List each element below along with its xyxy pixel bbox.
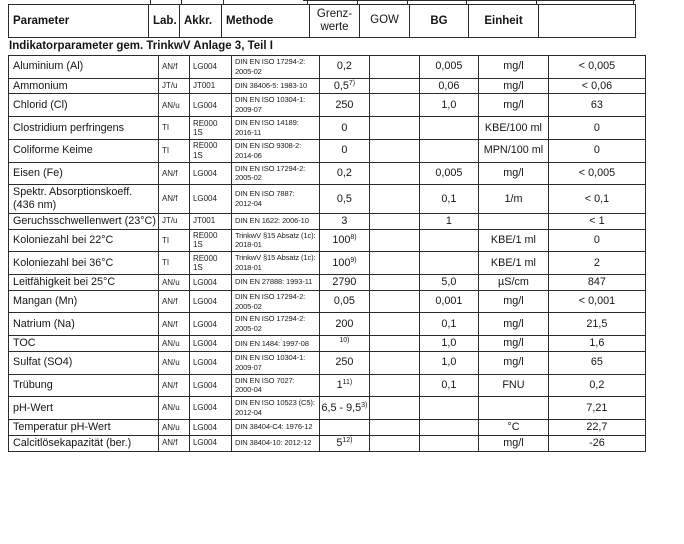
cell-bg: 0,1 xyxy=(419,313,478,336)
parameter-table-header xyxy=(8,4,636,38)
cell-bg: 1,0 xyxy=(419,94,478,117)
cell-methode: TrinkwV §15 Absatz (1c): 2018-01 xyxy=(231,252,319,275)
cell-einheit: 1/m xyxy=(478,185,548,213)
cell-grenzwerte: 0 xyxy=(319,139,369,162)
cell-methode: DIN EN 1622: 2006-10 xyxy=(231,213,319,229)
cell-gow xyxy=(369,185,419,213)
cell-akkr: JT001 xyxy=(189,213,231,229)
table-row xyxy=(9,336,646,352)
cell-grenzwerte: 0,05 xyxy=(319,290,369,313)
cell-wert: < 0,001 xyxy=(548,290,645,313)
cell-einheit xyxy=(478,213,548,229)
footnote-marker: 9) xyxy=(350,256,357,264)
cell-lab: AN/f xyxy=(158,290,189,313)
cell-gow xyxy=(369,56,419,79)
cell-einheit: KBE/1 ml xyxy=(478,252,548,275)
cell-akkr: LG004 xyxy=(189,374,231,397)
table-row xyxy=(9,374,646,397)
cell-parameter: Koloniezahl bei 22°C xyxy=(9,229,159,252)
cell-einheit: mg/l xyxy=(478,290,548,313)
cell-bg: 1,0 xyxy=(419,351,478,374)
cell-methode: DIN EN ISO 17294-2: 2005-02 xyxy=(231,162,319,185)
cell-bg: 1 xyxy=(419,213,478,229)
cell-wert: 0 xyxy=(548,229,645,252)
cell-lab: AN/f xyxy=(158,435,189,451)
cell-parameter: Koloniezahl bei 36°C xyxy=(9,252,159,275)
cell-einheit: mg/l xyxy=(478,351,548,374)
cell-lab: JT/u xyxy=(158,78,189,94)
table-row xyxy=(9,229,646,252)
cell-wert: 2 xyxy=(548,252,645,275)
table-row xyxy=(9,435,646,451)
cell-methode: DIN 38404-C4: 1976-12 xyxy=(231,420,319,436)
cell-bg xyxy=(419,117,478,140)
header-row xyxy=(9,5,636,38)
cell-bg xyxy=(419,420,478,436)
cell-parameter: Geruchsschwellenwert (23°C) xyxy=(9,213,159,229)
cell-grenzwerte: 2790 xyxy=(319,274,369,290)
cell-einheit: mg/l xyxy=(478,94,548,117)
cell-wert: 847 xyxy=(548,274,645,290)
cell-grenzwerte: 100$^{9)}$ xyxy=(319,252,369,275)
cell-akkr: LG004 xyxy=(189,290,231,313)
footnote-marker: 12) xyxy=(342,436,353,444)
cell-grenzwerte: 3 xyxy=(319,213,369,229)
cell-methode: DIN EN ISO 10523 (C5): 2012-04 xyxy=(231,397,319,420)
cell-gow xyxy=(369,117,419,140)
cell-gow xyxy=(369,252,419,275)
cell-grenzwerte: 1$^{11)}$ xyxy=(319,374,369,397)
cell-akkr: LG004 xyxy=(189,313,231,336)
table-row xyxy=(9,117,646,140)
cell-gow xyxy=(369,94,419,117)
cell-methode: DIN EN ISO 17294-2: 2005-02 xyxy=(231,313,319,336)
column-header-wert xyxy=(539,5,636,38)
cell-akkr: LG004 xyxy=(189,94,231,117)
parameter-table xyxy=(8,55,646,452)
cell-grenzwerte xyxy=(319,420,369,436)
cell-einheit: mg/l xyxy=(478,313,548,336)
cell-grenzwerte: 6,5 - 9,5$^{3)}$ xyxy=(319,397,369,420)
cell-akkr: LG004 xyxy=(189,185,231,213)
footnote-marker: 7) xyxy=(348,79,356,87)
cell-grenzwerte: 0,5 xyxy=(319,185,369,213)
cell-wert: 0 xyxy=(548,117,645,140)
footnote-marker: 3) xyxy=(361,401,368,409)
column-header-gow: GOW xyxy=(360,5,410,38)
footnote-marker: 10) xyxy=(339,337,350,345)
cell-methode: DIN EN ISO 10304-1: 2009-07 xyxy=(231,351,319,374)
cell-gow xyxy=(369,336,419,352)
cell-lab: AN/u xyxy=(158,94,189,117)
cell-methode: DIN EN 27888: 1993-11 xyxy=(231,274,319,290)
cell-einheit: mg/l xyxy=(478,162,548,185)
cell-bg: 0,005 xyxy=(419,56,478,79)
cell-gow xyxy=(369,374,419,397)
cell-bg: 0,001 xyxy=(419,290,478,313)
cell-akkr: LG004 xyxy=(189,274,231,290)
cell-einheit: KBE/100 ml xyxy=(478,117,548,140)
cell-parameter: pH-Wert xyxy=(9,397,159,420)
cell-methode: DIN EN ISO 7027: 2000-04 xyxy=(231,374,319,397)
cell-akkr: LG004 xyxy=(189,420,231,436)
column-header-einheit: Einheit xyxy=(469,5,539,38)
cell-gow xyxy=(369,162,419,185)
cell-methode: DIN EN ISO 17294-2: 2005-02 xyxy=(231,290,319,313)
cell-akkr: LG004 xyxy=(189,336,231,352)
table-row xyxy=(9,162,646,185)
table-row xyxy=(9,397,646,420)
cell-methode: DIN EN ISO 9308-2: 2014-06 xyxy=(231,139,319,162)
cell-parameter: Temperatur pH-Wert xyxy=(9,420,159,436)
cell-gow xyxy=(369,213,419,229)
cell-akkr: LG004 xyxy=(189,351,231,374)
cell-gow xyxy=(369,139,419,162)
table-row xyxy=(9,313,646,336)
cell-grenzwerte: 100$^{8)}$ xyxy=(319,229,369,252)
cell-gow xyxy=(369,351,419,374)
cell-parameter: Leitfähigkeit bei 25°C xyxy=(9,274,159,290)
cell-grenzwerte: 250 xyxy=(319,351,369,374)
cell-bg: 0,1 xyxy=(419,374,478,397)
table-row xyxy=(9,94,646,117)
column-header-grenzwerte: Grenz- werte xyxy=(310,5,360,38)
cell-methode: DIN EN ISO 14189: 2016-11 xyxy=(231,117,319,140)
column-header-akkr: Akkr. xyxy=(180,5,222,38)
cell-lab: AN/u xyxy=(158,351,189,374)
cell-einheit: mg/l xyxy=(478,435,548,451)
cell-methode: DIN EN ISO 10304-1: 2009-07 xyxy=(231,94,319,117)
cell-methode: DIN EN ISO 7887: 2012-04 xyxy=(231,185,319,213)
cell-gow xyxy=(369,313,419,336)
cell-bg: 0,06 xyxy=(419,78,478,94)
cell-einheit: µS/cm xyxy=(478,274,548,290)
cell-lab: JT/u xyxy=(158,213,189,229)
cell-grenzwerte: 0,2 xyxy=(319,56,369,79)
cell-einheit xyxy=(478,397,548,420)
cell-parameter: Clostridium perfringens xyxy=(9,117,159,140)
column-header-bg: BG xyxy=(410,5,469,38)
cell-lab: TI xyxy=(158,139,189,162)
cell-lab: AN/f xyxy=(158,374,189,397)
cell-einheit: FNU xyxy=(478,374,548,397)
cell-parameter: Mangan (Mn) xyxy=(9,290,159,313)
cell-wert: 0,2 xyxy=(548,374,645,397)
table-row xyxy=(9,351,646,374)
cell-bg: 0,1 xyxy=(419,185,478,213)
cell-gow xyxy=(369,229,419,252)
cell-wert: < 0,005 xyxy=(548,162,645,185)
section-title: Indikatorparameter gem. TrinkwV Anlage 3, Teil I xyxy=(9,40,273,52)
column-header-parameter: Parameter xyxy=(9,5,149,38)
cell-parameter: Chlorid (Cl) xyxy=(9,94,159,117)
cell-bg xyxy=(419,397,478,420)
cell-parameter: Coliforme Keime xyxy=(9,139,159,162)
cell-grenzwerte: 200 xyxy=(319,313,369,336)
cell-grenzwerte: 250 xyxy=(319,94,369,117)
cell-wert: 0 xyxy=(548,139,645,162)
cell-methode: DIN EN ISO 17294-2: 2005-02 xyxy=(231,56,319,79)
cell-einheit: °C xyxy=(478,420,548,436)
cell-gow xyxy=(369,290,419,313)
cell-akkr: RE000 1S xyxy=(189,252,231,275)
cell-lab: TI xyxy=(158,252,189,275)
cell-lab: AN/u xyxy=(158,274,189,290)
cell-parameter: Calcitlösekapazität (ber.) xyxy=(9,435,159,451)
cell-parameter: TOC xyxy=(9,336,159,352)
cell-wert: -26 xyxy=(548,435,645,451)
cell-lab: AN/f xyxy=(158,162,189,185)
cell-bg xyxy=(419,139,478,162)
cell-lab: TI xyxy=(158,117,189,140)
cell-akkr: LG004 xyxy=(189,56,231,79)
cell-bg: 5,0 xyxy=(419,274,478,290)
cell-einheit: mg/l xyxy=(478,336,548,352)
cell-bg xyxy=(419,252,478,275)
cell-einheit: MPN/100 ml xyxy=(478,139,548,162)
cell-parameter: Natrium (Na) xyxy=(9,313,159,336)
cell-lab: AN/f xyxy=(158,56,189,79)
cell-gow xyxy=(369,78,419,94)
cell-bg: 1,0 xyxy=(419,336,478,352)
cell-gow xyxy=(369,274,419,290)
cell-einheit: mg/l xyxy=(478,56,548,79)
cell-akkr: RE000 1S xyxy=(189,117,231,140)
cell-methode: DIN EN 1484: 1997-08 xyxy=(231,336,319,352)
cell-grenzwerte: 0,5$^{7)}$ xyxy=(319,78,369,94)
cell-bg: 0,005 xyxy=(419,162,478,185)
page-break-line-artifact xyxy=(303,0,635,1)
column-header-lab: Lab. xyxy=(149,5,180,38)
cell-akkr: RE000 1S xyxy=(189,229,231,252)
cell-bg xyxy=(419,229,478,252)
cell-gow xyxy=(369,435,419,451)
cell-einheit: KBE/1 ml xyxy=(478,229,548,252)
cell-grenzwerte xyxy=(319,336,369,352)
cell-lab: AN/u xyxy=(158,420,189,436)
cell-wert: < 0,06 xyxy=(548,78,645,94)
cell-akkr: LG004 xyxy=(189,435,231,451)
table-row xyxy=(9,185,646,213)
cell-wert: 21,5 xyxy=(548,313,645,336)
column-header-methode: Methode xyxy=(222,5,310,38)
table-row xyxy=(9,213,646,229)
cell-wert: 63 xyxy=(548,94,645,117)
cell-parameter: Ammonium xyxy=(9,78,159,94)
cell-wert: < 0,005 xyxy=(548,56,645,79)
cell-lab: AN/u xyxy=(158,336,189,352)
cell-grenzwerte: 0 xyxy=(319,117,369,140)
cell-methode: DIN 38406-5: 1983-10 xyxy=(231,78,319,94)
cell-parameter: Spektr. Absorptionskoeff. (436 nm) xyxy=(9,185,159,213)
cell-lab: TI xyxy=(158,229,189,252)
cell-bg xyxy=(419,435,478,451)
table-row xyxy=(9,290,646,313)
cell-grenzwerte: 5$^{12)}$ xyxy=(319,435,369,451)
cell-grenzwerte: 0,2 xyxy=(319,162,369,185)
cell-lab: AN/f xyxy=(158,313,189,336)
cell-methode: DIN 38404-10: 2012-12 xyxy=(231,435,319,451)
cell-akkr: LG004 xyxy=(189,397,231,420)
cell-akkr: LG004 xyxy=(189,162,231,185)
cell-gow xyxy=(369,397,419,420)
cell-wert: < 0,1 xyxy=(548,185,645,213)
table-row xyxy=(9,56,646,79)
cell-lab: AN/u xyxy=(158,397,189,420)
cell-wert: 7,21 xyxy=(548,397,645,420)
cell-wert: 22,7 xyxy=(548,420,645,436)
cell-gow xyxy=(369,420,419,436)
cell-methode: TrinkwV §15 Absatz (1c): 2018-01 xyxy=(231,229,319,252)
table-row xyxy=(9,78,646,94)
cell-wert: < 1 xyxy=(548,213,645,229)
cell-parameter: Aluminium (Al) xyxy=(9,56,159,79)
cell-einheit: mg/l xyxy=(478,78,548,94)
cell-wert: 1,6 xyxy=(548,336,645,352)
footnote-marker: 8) xyxy=(350,234,357,242)
table-row xyxy=(9,420,646,436)
table-row xyxy=(9,139,646,162)
table-row xyxy=(9,274,646,290)
cell-wert: 65 xyxy=(548,351,645,374)
cell-akkr: RE000 1S xyxy=(189,139,231,162)
cell-lab: AN/f xyxy=(158,185,189,213)
cell-akkr: JT001 xyxy=(189,78,231,94)
footnote-marker: 11) xyxy=(342,379,353,387)
cell-parameter: Trübung xyxy=(9,374,159,397)
cell-parameter: Sulfat (SO4) xyxy=(9,351,159,374)
table-row xyxy=(9,252,646,275)
cell-parameter: Eisen (Fe) xyxy=(9,162,159,185)
